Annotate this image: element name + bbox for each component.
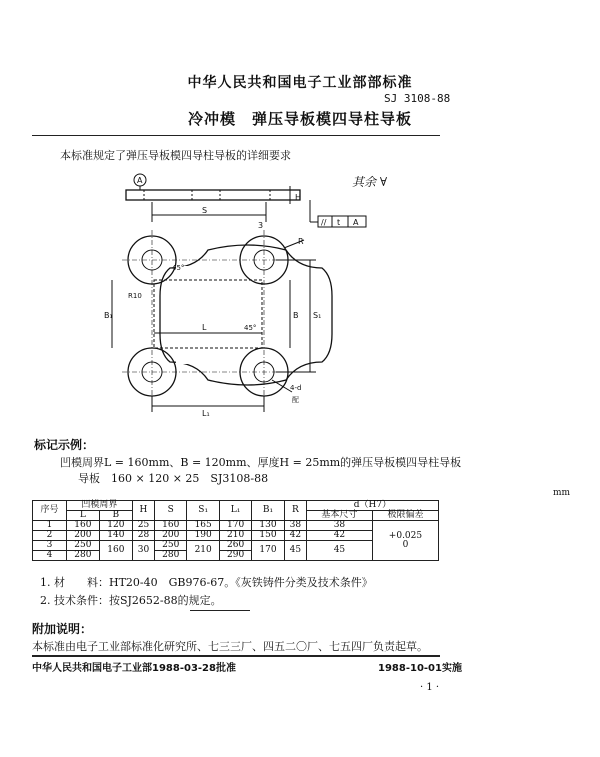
spec-table [32, 500, 439, 561]
cell: 160 [99, 541, 132, 561]
s-label: S [202, 206, 208, 215]
cell: 1 [33, 521, 67, 531]
cell: 140 [99, 531, 132, 541]
roughness-note: 其余 ∀ [352, 175, 388, 189]
hole-leader [272, 380, 292, 392]
cell: 210 [187, 541, 219, 561]
addendum-heading: 附加说明： [32, 622, 93, 636]
cell: 130 [252, 521, 284, 531]
cell: 25 [132, 521, 154, 531]
col-l: L [66, 511, 99, 521]
notes-divider [190, 610, 250, 611]
cell: 42 [306, 531, 372, 541]
note-material: 1. 材 料：HT20-40 GB976-67。《灰铁铸件分类及技术条件》 [40, 576, 373, 589]
col-s: S [155, 501, 187, 521]
cell: 190 [187, 531, 219, 541]
marking-example-line: 凹模周界L = 160mm、B = 120mm、厚度H = 25mm的弹压导板模四导柱导板 [60, 456, 462, 469]
r-label: R [298, 237, 304, 246]
col-l1: L₁ [219, 501, 251, 521]
header-divider [32, 135, 440, 136]
l-label: L [202, 323, 207, 332]
center-fill [176, 266, 240, 364]
col-perimeter: 凹模周界 [66, 501, 132, 511]
guide-plate-drawing [100, 170, 380, 425]
cell: 150 [252, 531, 284, 541]
s1-label: S₁ [313, 311, 322, 320]
col-r: R [284, 501, 306, 521]
marking-example-code: 导板 160 × 120 × 25 SJ3108-88 [78, 472, 269, 485]
cell: 160 [66, 521, 99, 531]
cell: 42 [284, 531, 306, 541]
cell: 160 [155, 521, 187, 531]
col-b: B [99, 511, 132, 521]
approval-text: 中华人民共和国电子工业部1988-03-28批准 [32, 663, 236, 674]
unit-label: mm [553, 488, 571, 498]
col-b1: B₁ [252, 501, 284, 521]
check-icon: ∀ [376, 175, 388, 189]
cell: 38 [284, 521, 306, 531]
cell: 38 [306, 521, 372, 531]
cell: 165 [187, 521, 219, 531]
cell: 210 [219, 531, 251, 541]
thick-label: 3 [258, 221, 264, 230]
datum-label: A [137, 176, 143, 185]
cell: 200 [155, 531, 187, 541]
col-d-dev: 极限偏差 [372, 511, 438, 521]
cell: 280 [155, 551, 187, 561]
h-label: H [295, 193, 302, 202]
parallel-icon: // [321, 218, 327, 227]
deviation-cell: +0.025 0 [372, 521, 438, 561]
hole-note: 4-d [290, 384, 302, 392]
cell: 120 [99, 521, 132, 531]
cell: 45 [306, 541, 372, 561]
cell: 260 [219, 541, 251, 551]
standard-code: SJ 3108-88 [384, 92, 451, 105]
cell: 280 [66, 551, 99, 561]
cell: 45 [284, 541, 306, 561]
tolerance-a: A [353, 218, 359, 227]
angle-label: 45° [244, 324, 257, 332]
page-number: · 1 · [420, 682, 440, 693]
b1-label: B₁ [104, 311, 113, 320]
col-d-basic: 基本尺寸 [306, 511, 372, 521]
cell: 290 [219, 551, 251, 561]
col-h: H [132, 501, 154, 521]
note-technical: 2. 技术条件：按SJ2652-88的规定。 [40, 594, 222, 607]
r10-label: R10 [128, 292, 142, 300]
cell: 170 [252, 541, 284, 561]
tolerance-t: t [337, 218, 341, 227]
addendum-text: 本标准由电子工业部标准化研究所、七三三厂、四五二〇厂、七五四厂负责起草。 [32, 640, 428, 653]
cell: 28 [132, 531, 154, 541]
col-s1: S₁ [187, 501, 219, 521]
cell: 200 [66, 531, 99, 541]
footer-divider [32, 655, 440, 657]
cell: 170 [219, 521, 251, 531]
side-view-plate [126, 190, 300, 200]
col-no: 序号 [33, 501, 67, 521]
cell: 30 [132, 541, 154, 561]
cell: 3 [33, 541, 67, 551]
effective-date: 1988-10-01实施 [378, 663, 462, 674]
table-row [33, 521, 439, 531]
document-title: 冷冲模 弹压导板模四导柱导板 [187, 110, 412, 128]
marking-heading: 标记示例： [34, 438, 95, 452]
angle-label: 45° [172, 264, 185, 272]
cell: 250 [66, 541, 99, 551]
hole-note-fit: 配 [292, 396, 299, 404]
standard-title: 中华人民共和国电子工业部部标准 [187, 75, 413, 91]
l1-label: L₁ [202, 409, 210, 418]
intro-text: 本标准规定了弹压导板模四导柱导板的详细要求 [60, 149, 291, 162]
col-d: d（H7） [306, 501, 438, 511]
b-label: B [293, 311, 299, 320]
cell: 2 [33, 531, 67, 541]
cell: 4 [33, 551, 67, 561]
cell: 250 [155, 541, 187, 551]
